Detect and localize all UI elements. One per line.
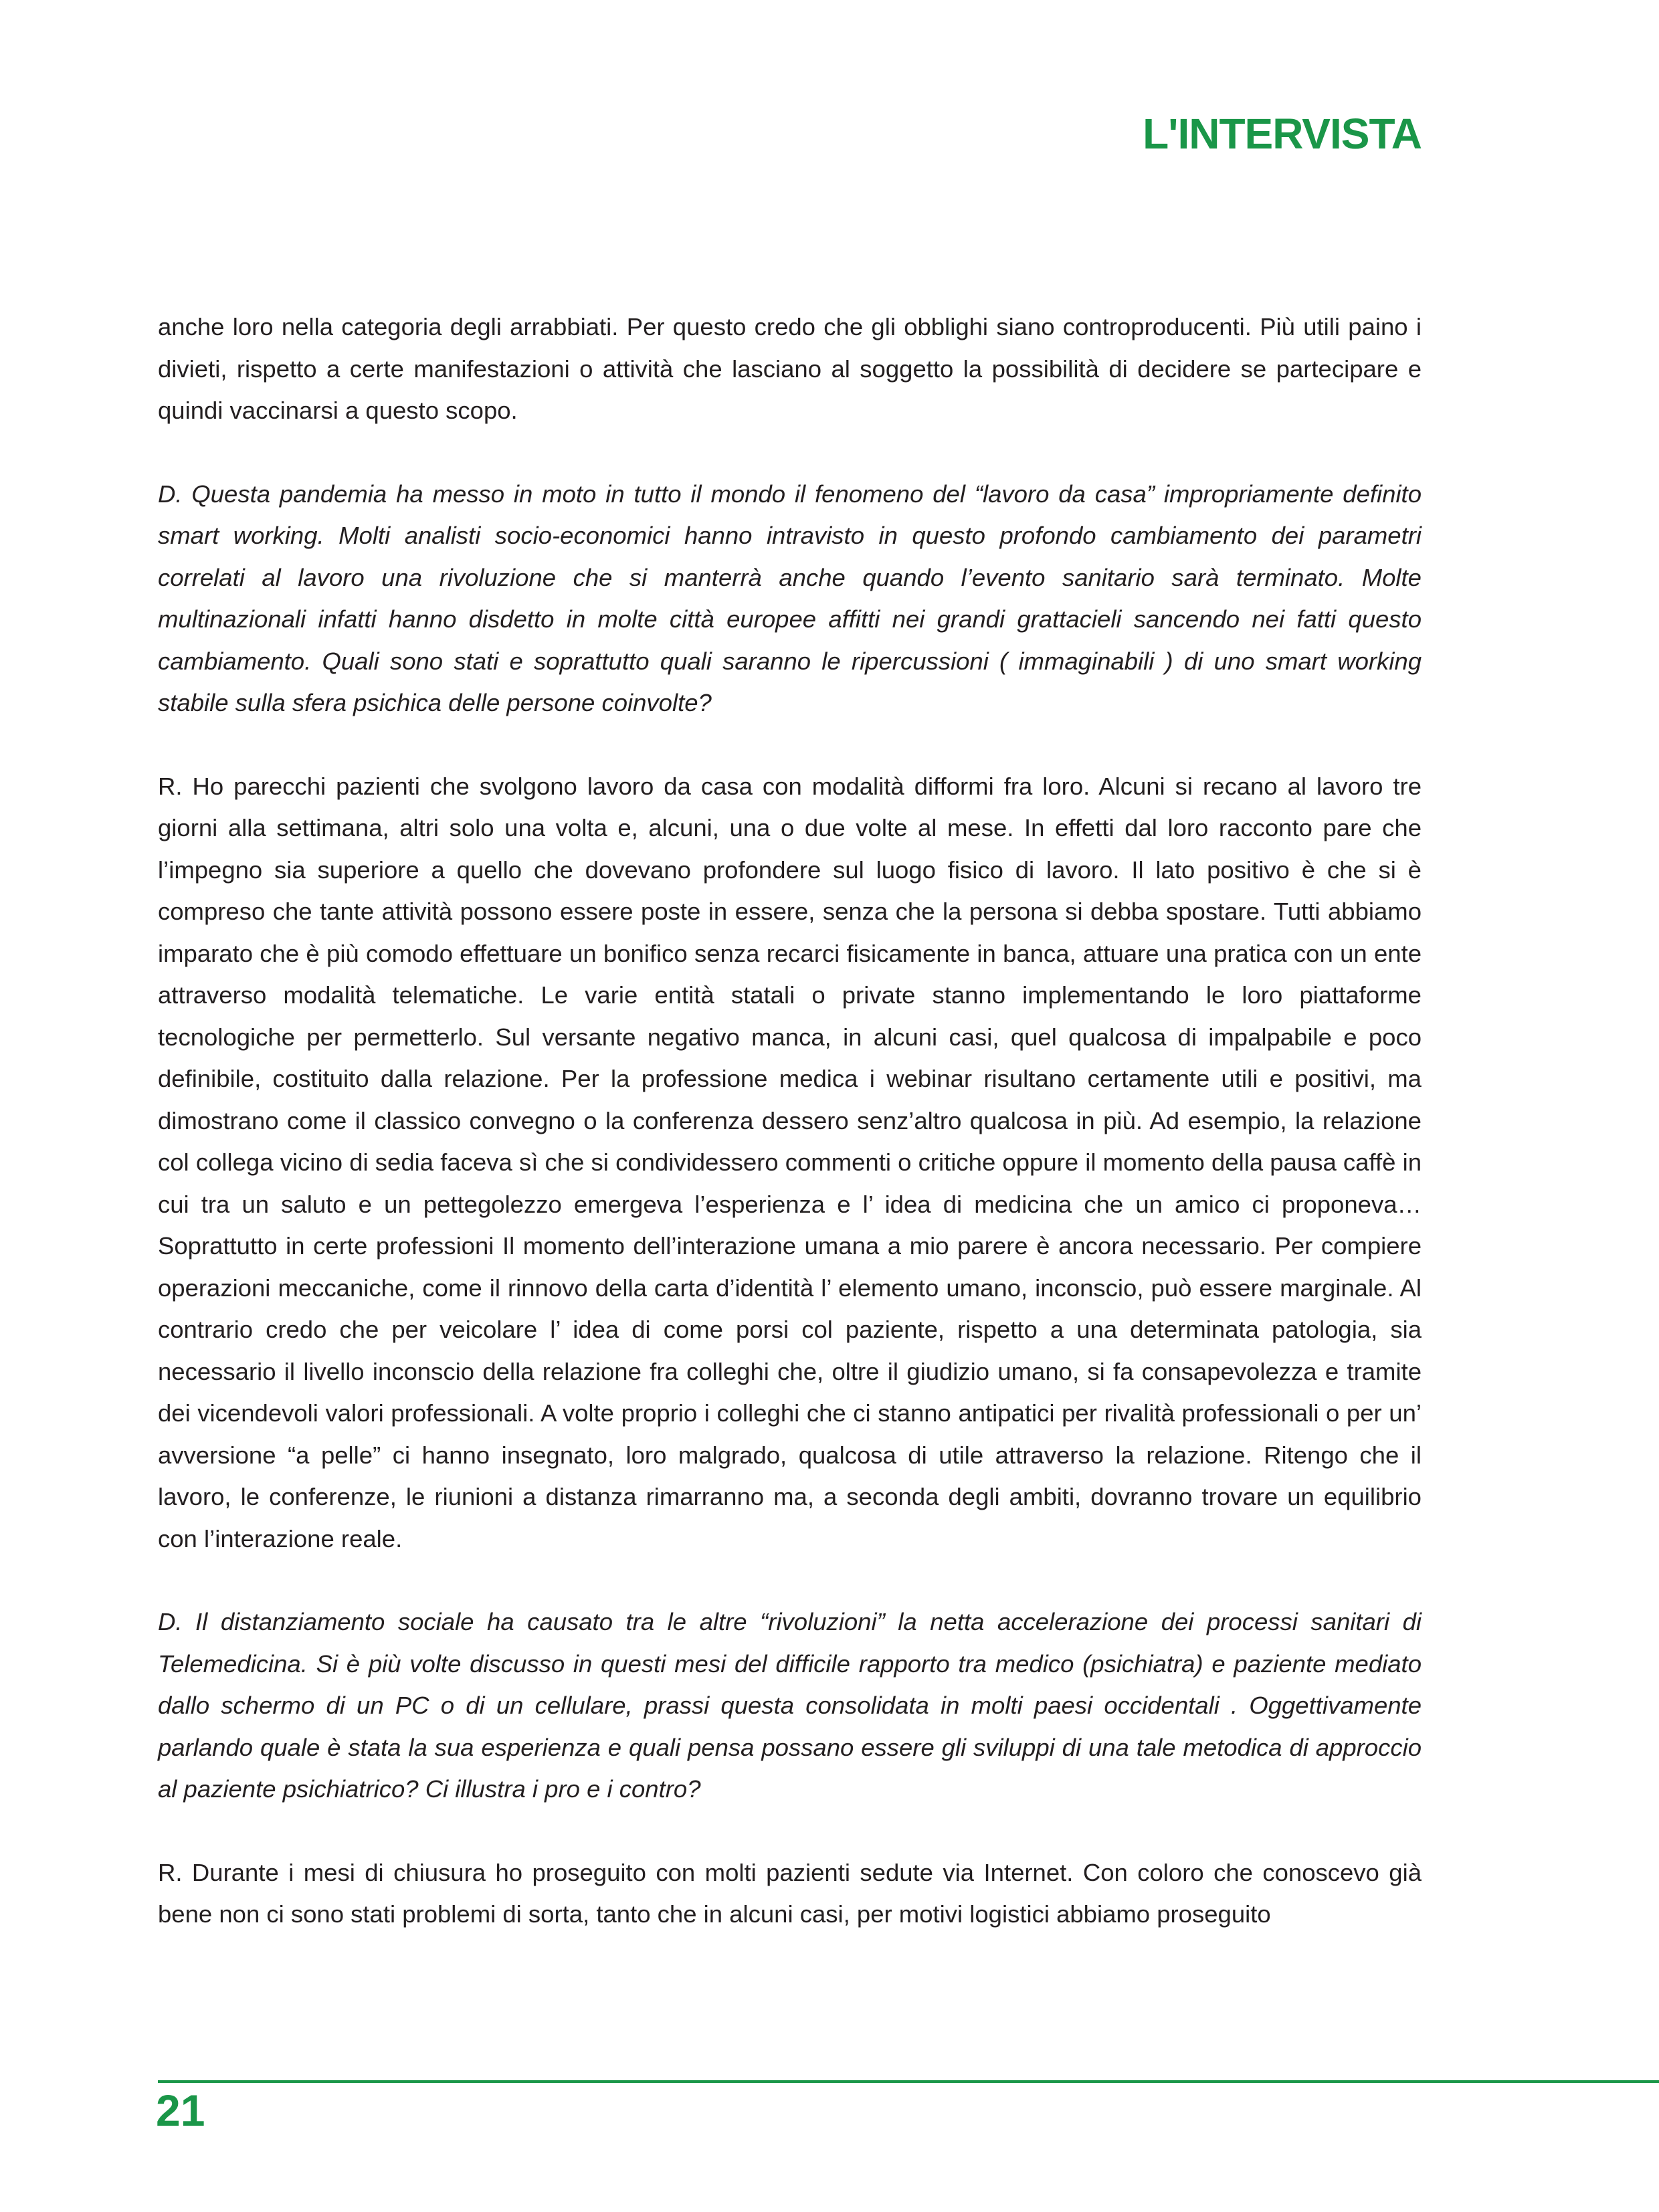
- section-title: L'INTERVISTA: [1143, 110, 1422, 158]
- answer-paragraph-continued: anche loro nella categoria degli arrabbiati. Per questo credo che gli obblighi siano controproducenti. Più utili paino i divieti, rispetto a certe manifestazioni o attività che lasciano al soggetto la possibilità di decidere se partecipare e quindi vaccinarsi a questo scopo.: [158, 313, 1422, 424]
- article-body: [158, 306, 1422, 1936]
- answer-paragraph-smart-working: R. Ho parecchi pazienti che svolgono lavoro da casa con modalità difformi fra loro. Alcuni si recano al lavoro tre giorni alla settimana, altri solo una volta e, alcuni, una o due volte al mese. In effetti dal loro racconto pare che l’impegno sia superiore a quello che dovevano profondere sul luogo fisico di lavoro. Il lato positivo è che si è compreso che tante attività possono essere poste in essere, senza che la persona si debba spostare. Tutti abbiamo imparato che è più comodo effettuare un bonifico senza recarci fisicamente in banca, attuare una pratica con un ente attraverso modalità telematiche. Le varie entità statali o private stanno implementando le loro piattaforme tecnologiche per permetterlo. Sul versante negativo manca, in alcuni casi, quel qualcosa di impalpabile e poco definibile, costituito dalla relazione. Per la professione medica i webinar risultano certamente utili e positivi, ma dimostrano come il classico convegno o la conferenza dessero senz’altro qualcosa in più. Ad esempio, la relazione col collega vicino di sedia faceva sì che si condividessero commenti o critiche oppure il momento della pausa caffè in cui tra un saluto e un pettegolezzo emergeva l’esperienza e l’ idea di medicina che un amico ci proponeva… Soprattutto in certe professioni Il momento dell’interazione umana a mio parere è ancora necessario. Per compiere operazioni meccaniche, come il rinnovo della carta d’identità l’ elemento umano, inconscio, può essere marginale. Al contrario credo che per veicolare l’ idea di come porsi col paziente, rispetto a una determinata patologia, sia necessario il livello inconscio della relazione fra colleghi che, oltre il giudizio umano, si fa consapevolezza e tramite dei vicendevoli valori professionali. A volte proprio i colleghi che ci stanno antipatici per rivalità professionali o per un’ avversione “a pelle” ci hanno insegnato, loro malgrado, qualcosa di utile attraverso la relazione. Ritengo che il lavoro, le conferenze, le riunioni a distanza rimarranno ma, a seconda degli ambiti, dovranno trovare un equilibrio con l’interazione reale.: [158, 772, 1422, 1552]
- footer-divider: [158, 2080, 1659, 2083]
- question-paragraph-smart-working: D. Questa pandemia ha messo in moto in tutto il mondo il fenomeno del “lavoro da casa” impropriamente definito smart working. Molti analisti socio-economici hanno intravisto in questo profondo cambiamento dei parametri correlati al lavoro una rivoluzione che si manterrà anche quando l’evento sanitario sarà terminato. Molte multinazionali infatti hanno disdetto in molte città europee affitti nei grandi grattacieli sancendo nei fatti questo cambiamento. Quali sono stati e soprattutto quali saranno le ripercussioni ( immaginabili ) di uno smart working stabile sulla sfera psichica delle persone coinvolte?: [158, 480, 1422, 716]
- question-paragraph-telemedicine: D. Il distanziamento sociale ha causato tra le altre “rivoluzioni” la netta accelerazione dei processi sanitari di Telemedicina. Si è più volte discusso in questi mesi del difficile rapporto tra medico (psichiatra) e paziente mediato dallo schermo di un PC o di un cellulare, prassi questa consolidata in molti paesi occidentali . Oggettivamente parlando quale è stata la sua esperienza e quali pensa possano essere gli sviluppi di una tale metodica di approccio al paziente psichiatrico? Ci illustra i pro e i contro?: [158, 1608, 1422, 1803]
- page-number: 21: [156, 2086, 205, 2135]
- answer-paragraph-telemedicine: R. Durante i mesi di chiusura ho proseguito con molti pazienti sedute via Internet. Con coloro che conoscevo già bene non ci sono stati problemi di sorta, tanto che in alcuni casi, per motivi logistici abbiamo proseguito: [158, 1858, 1422, 1928]
